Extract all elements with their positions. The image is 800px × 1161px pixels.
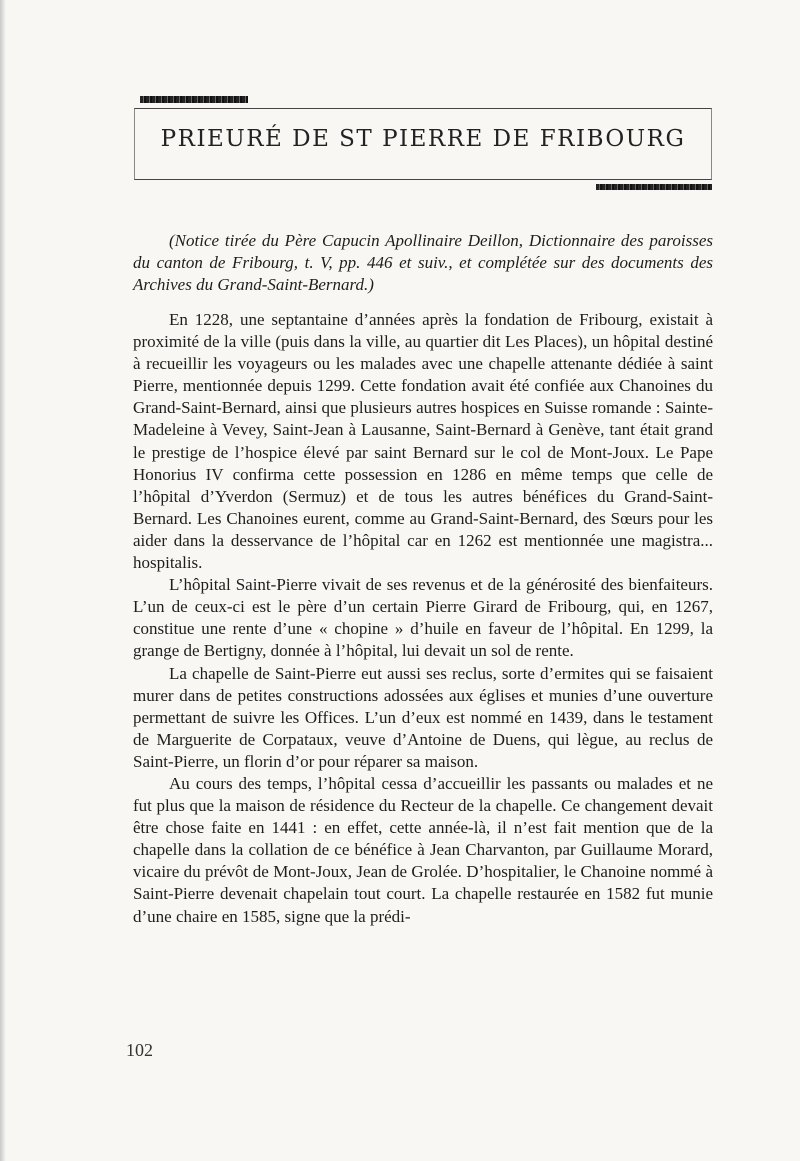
page-number: 102 [126, 1040, 153, 1060]
title-ornament-bottom [596, 184, 712, 190]
paragraph-4: Au cours des temps, l’hôpital cessa d’accueillir les passants ou malades et ne fut plus que la maison de résidence du Recteur de la chapelle. Ce changement devait être chose faite en 1441 : en effet, cette année-là, il n’est fait mention que de la chapelle dans la collation de ce bénéfice à Jean Charvanton, par Guillaume Morard, vicaire du prévôt de Mont-Joux, Jean de Grolée. D’hospitalier, le Chanoine nommé à Saint-Pierre devenait chapelain tout court. La chapelle restaurée en 1582 fut munie d’une chaire en 1585, signe que la prédi- [133, 773, 713, 926]
page-title: PRIEURÉ DE ST PIERRE DE FRIBOURG [160, 126, 686, 152]
paragraph-1: En 1228, une septantaine d’années après la fondation de Fribourg, existait à proximité de la ville (puis dans la ville, au quartier dit Les Places), un hôpital destiné à recueillir les voyageurs ou les malades avec une chapelle attenante dédiée à saint Pierre, mentionnée depuis 1299. Cette fondation avait été confiée aux Chanoines du Grand-Saint-Bernard, ainsi que plusieurs autres hospices en Suisse romande : Sainte-Madeleine à Vevey, Saint-Jean à Lausanne, Saint-Bernard à Genève, tant était grand le prestige de l’hospice élevé par saint Bernard sur le col de Mont-Joux. Le Pape Honorius IV confirma cette possession en 1286 en même temps que celle de l’hôpital d’Yverdon (Sermuz) et de tous les autres bénéfices du Grand-Saint-Bernard. Les Chanoines eurent, comme au Grand-Saint-Bernard, des Sœurs pour les aider dans la desservance de l’hôpital car en 1262 est mentionnée une magistra... hospitalis. [133, 310, 713, 573]
page-edge-shadow [0, 0, 6, 1161]
body-text [133, 309, 713, 928]
paragraph-3: La chapelle de Saint-Pierre eut aussi ses reclus, sorte d’ermites qui se faisaient murer dans de petites constructions adossées aux églises et munies d’une ouverture permettant de suivre les Offices. L’un d’eux est nommé en 1439, dans le testament de Marguerite de Corpataux, veuve d’Antoine de Duens, qui lègue, au reclus de Saint-Pierre, un florin d’or pour réparer sa maison. [133, 663, 713, 771]
title-ornament-top [140, 96, 248, 103]
intro-note: (Notice tirée du Père Capucin Apollinaire Deillon, Dictionnaire des paroisses du canton de Fribourg, t. V, pp. 446 et suiv., et complétée sur des documents des Archives du Grand-Saint-Bernard.) [133, 231, 713, 294]
paragraph-2: L’hôpital Saint-Pierre vivait de ses revenus et de la générosité des bienfaiteurs. L’un de ceux-ci est le père d’un certain Pierre Girard de Fribourg, qui, en 1267, constitue une rente d’une « chopine » d’huile en faveur de l’hôpital. En 1299, la grange de Bertigny, donnée à l’hôpital, lui devait un sol de rente. [133, 575, 713, 661]
